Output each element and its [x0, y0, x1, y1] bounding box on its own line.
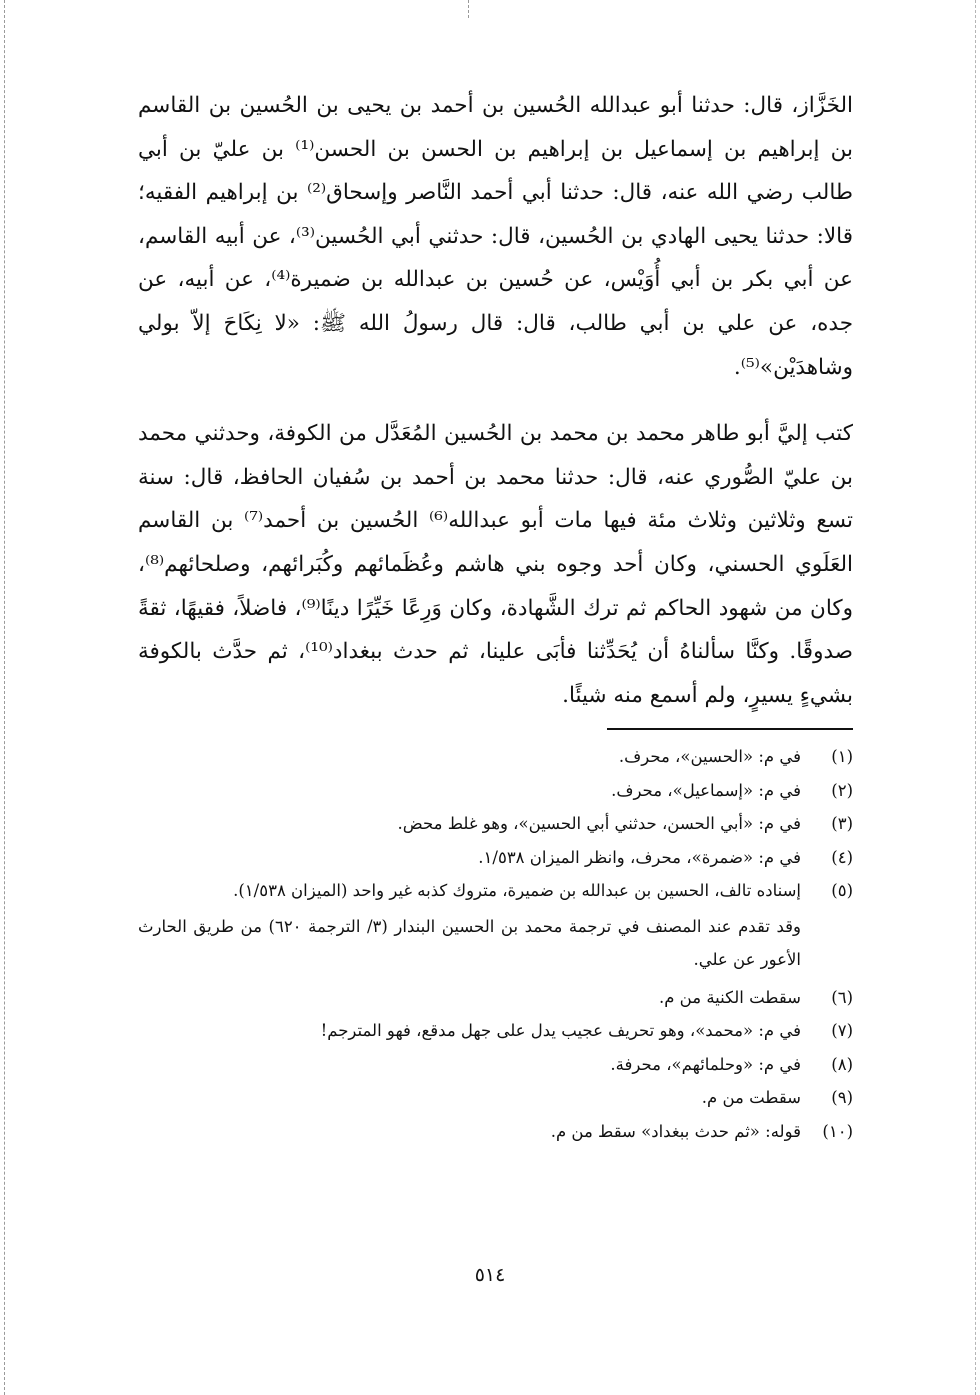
footnote-8 [138, 1048, 853, 1082]
footnote-3 [138, 807, 853, 841]
footnote-number: (١٠) [822, 1121, 853, 1141]
footnote-7 [138, 1014, 853, 1048]
footnote-1 [138, 740, 853, 774]
footnote-text: إسناده تالف، الحسين بن عبدالله بن ضميرة، متروك كذبه غير واحد (الميزان ١/٥٣٨). [233, 881, 801, 900]
footnote-text: في م: «إسماعيل»، محرف. [611, 780, 801, 800]
scan-edge-right [975, 0, 976, 1395]
footnote-number: (٧) [831, 1021, 853, 1040]
footnote-6 [138, 981, 853, 1015]
footnote-text: في م: «وحلمائهم»، محرفة. [610, 1054, 801, 1074]
footnote-9 [138, 1081, 853, 1115]
footnote-number: (٩) [831, 1088, 853, 1107]
footnote-number: (٤) [831, 847, 853, 867]
footnote-10 [138, 1115, 853, 1149]
scan-top-mark [468, 0, 469, 18]
page-body [138, 84, 853, 717]
footnote-number: (٨) [831, 1054, 853, 1074]
footnote-text: في م: «الحسين»، محرف. [618, 747, 801, 766]
footnote-2 [138, 774, 853, 808]
footnote-number: (٥) [831, 881, 853, 900]
footnote-text: في م: «أبي الحسن، حدثني أبي الحسين»، وهو غلط محض. [397, 814, 801, 833]
body-paragraph-1: الخَزَّاز، قال: حدثنا أبو عبدالله الحُسين بن أحمد بن يحيى بن الحُسين بن القاسم بن إبراهيم بن إسماعيل بن إبراهيم بن الحسن بن الحسن⁽¹⁾ بن عليّ بن أبي طالب رضي الله عنه، قال: حدثنا أبي أحمد النَّاصر وإسحاق⁽²⁾ بن إبراهيم الفقيه؛ قالا: حدثنا يحيى الهادي بن الحُسين، قال: حدثني أبي الحُسين⁽³⁾، عن أبيه القاسم، عن أبي بكر بن أبي أُوَيْس، عن حُسين بن عبدالله بن ضميرة⁽⁴⁾، عن أبيه، عن جده، عن علي بن أبي طالب، قال: قال رسولُ الله ﷺ: «لا نِكَاحَ إلاّ بولي وشاهدَيْن»⁽⁵⁾. [138, 93, 853, 380]
body-paragraph-2: كتب إليَّ أبو طاهر محمد بن محمد بن الحُسين المُعَدَّل من الكوفة، وحدثني محمد بن عليّ الصُّوري عنه، قال: حدثنا محمد بن أحمد بن سُفيان الحافظ، قال: سنة تسع وثلاثين وثلاث مئة فيها مات أبو عبدالله⁽⁶⁾ الحُسين بن أحمد⁽⁷⁾ بن القاسم العَلَوي الحسني، وكان أحد وجوه بني هاشم وعُظَمائهم وكُبَرائهم، وصلحائهم⁽⁸⁾، وكان من شهود الحاكم ثم ترك الشَّهادة، وكان وَرِعًا خَيِّرًا دينًا⁽⁹⁾، فاضلاً، فقيهًا، ثقةً صدوقًا. وكنَّا سألناهُ أن يُحَدِّثنا فأبَى علينا، ثم حدث ببغداد⁽¹⁰⁾، ثم حدَّث بالكوفة بشيءٍ يسيرٍ، ولم أسمع منه شيئًا. [138, 421, 853, 708]
footnote-number: (٦) [831, 987, 853, 1007]
footnote-text: في م: «ضمرة»، محرف، وانظر الميزان ١/٥٣٨. [478, 847, 801, 867]
footnote-number: (٣) [831, 814, 853, 833]
footnote-text: سقطت الكنية من م. [658, 987, 801, 1007]
footnote-text: قوله: «ثم حدث ببغداد» سقط من م. [550, 1121, 801, 1141]
footnote-5 [138, 874, 853, 908]
scan-edge-left [4, 0, 5, 1395]
footnote-5-continuation: وقد تقدم عند المصنف في ترجمة محمد بن الحسين البندار (٣/ الترجمة ٦٢٠) من طريق الحارث الأعور عن علي. [138, 916, 802, 969]
footnote-number: (١) [831, 747, 853, 766]
footnote-text: في م: «محمد»، وهو تحريف عجيب يدل على جهل مدقع، فهو المترجم! [320, 1021, 801, 1040]
page-number: ٥١٤ [474, 1264, 506, 1286]
footnote-separator [607, 728, 853, 730]
footnote-text: سقطت من م. [701, 1088, 801, 1107]
footnote-number: (٢) [831, 780, 853, 800]
footnote-4 [138, 841, 853, 875]
footnotes [138, 740, 853, 1148]
